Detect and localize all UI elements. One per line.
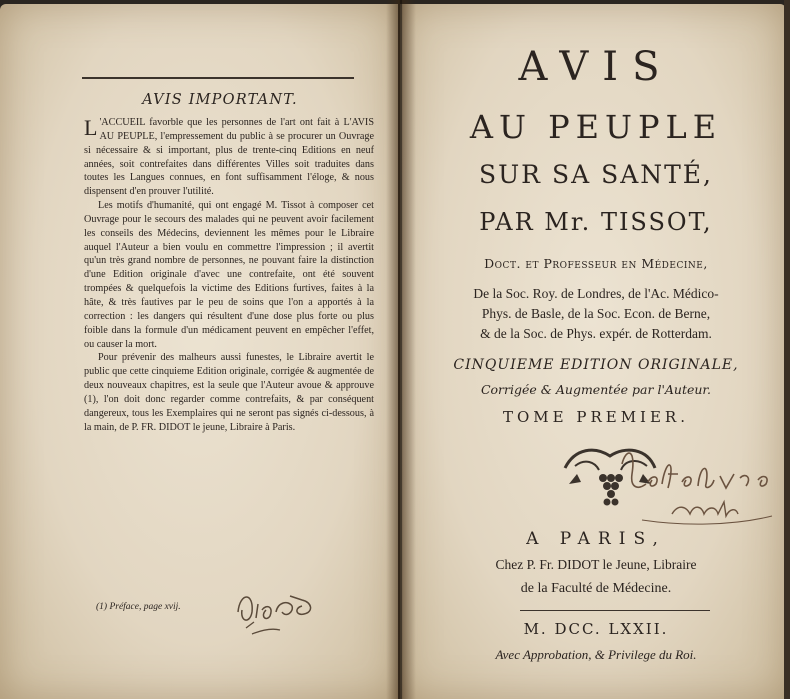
header-rule (82, 77, 354, 79)
title-avis: AVIS (518, 44, 674, 90)
society-line: & de la Soc. de Phys. expér. de Rotterdam. (480, 326, 712, 341)
notice-title: AVIS IMPORTANT. (142, 92, 298, 108)
volume-line: TOME PREMIER. (502, 408, 689, 426)
publisher-line-2: de la Faculté de Médecine. (520, 581, 672, 596)
didot-signature (232, 582, 322, 642)
society-line: Phys. de Basle, de la Soc. Econ. de Berne, (481, 306, 711, 321)
notice-body (84, 116, 374, 434)
edition-line: CINQUIEME EDITION ORIGINALE, (453, 357, 739, 373)
place-line: A PARIS, (526, 529, 666, 549)
dropcap: L (84, 115, 98, 140)
paragraph-3: Pour prévenir des malheurs aussi funestes, le Libraire avertit le public que cette cinquieme Edition originale, corrigée & augmentée de deux nouveaux chapitres, est la seule que l'Auteur avoue & approuve (1), l'on doit donc regarder comme contrefaits, & par conséquent dangereux, tous les Exemplaires qui ne seront pas signés ci-dessous, à la main, de P. FR. DIDOT le jeune, Libraire à Paris. (84, 352, 374, 433)
corrected-line: Corrigée & Augmentée par l'Auteur. (480, 382, 712, 397)
footnote: (1) Préface, page xvij. (96, 602, 181, 612)
society-line: De la Soc. Roy. de Londres, de l'Ac. Médico- (473, 286, 719, 301)
publisher-line-1: Chez P. Fr. DIDOT le Jeune, Libraire (495, 557, 697, 572)
privilege-line: Avec Approbation, & Privilege du Roi. (495, 647, 697, 662)
title-au-peuple: AU PEUPLE (469, 108, 723, 146)
societies-block (420, 284, 772, 344)
lefebvre-signature (612, 444, 782, 534)
book-gutter (386, 0, 416, 699)
year-line: M. DCC. LXXII. (523, 620, 669, 638)
paragraph-2: Les motifs d'humanité, qui ont engagé M. Tissot à composer cet Ouvrage pour le secours des malades qui ne peuvent avoir facilement les conseils des Médecins, deviennent les mêmes pour le Libraire auquel l'Auteur a bien voulu en commettre l'impression ; il avertit qu'un très grand nombre de personnes, ne pouvant faire la distinction d'une Edition originale d'avec une contrefaite, ont été souvent trompées & quelquefois la victime des Editions furtives, faites à la hâte, & très fautives par le peu de soins que l'on a apportés à la correction : les dangers qui résultent d'une dose plus forte ou plus foible dans la formule d'un médicament peuvent en empêcher l'effet, ou causer la mort. (84, 200, 374, 350)
page-edge (784, 0, 790, 699)
imprint-rule (520, 610, 710, 611)
credentials-line: Doct. et Professeur en Médecine, (484, 256, 708, 271)
author-line: PAR Mr. TISSOT, (479, 208, 713, 236)
paragraph-1: L 'ACCUEIL favorble que les personnes de l'art ont fait à L'AVIS AU PEUPLE, l'empressement du public à se procurer un Ouvrage si nécessaire & si important, plus de trente-cinq Editions en neuf années, soit contrefaites dans différentes Villes soit traduites dans toutes les Langues connues, en font suffisamment l'éloge, & nous dispensent d'en prouver l'utilité. (84, 115, 374, 198)
title-sur-sa-sante: SUR SA SANTÉ, (478, 160, 714, 189)
